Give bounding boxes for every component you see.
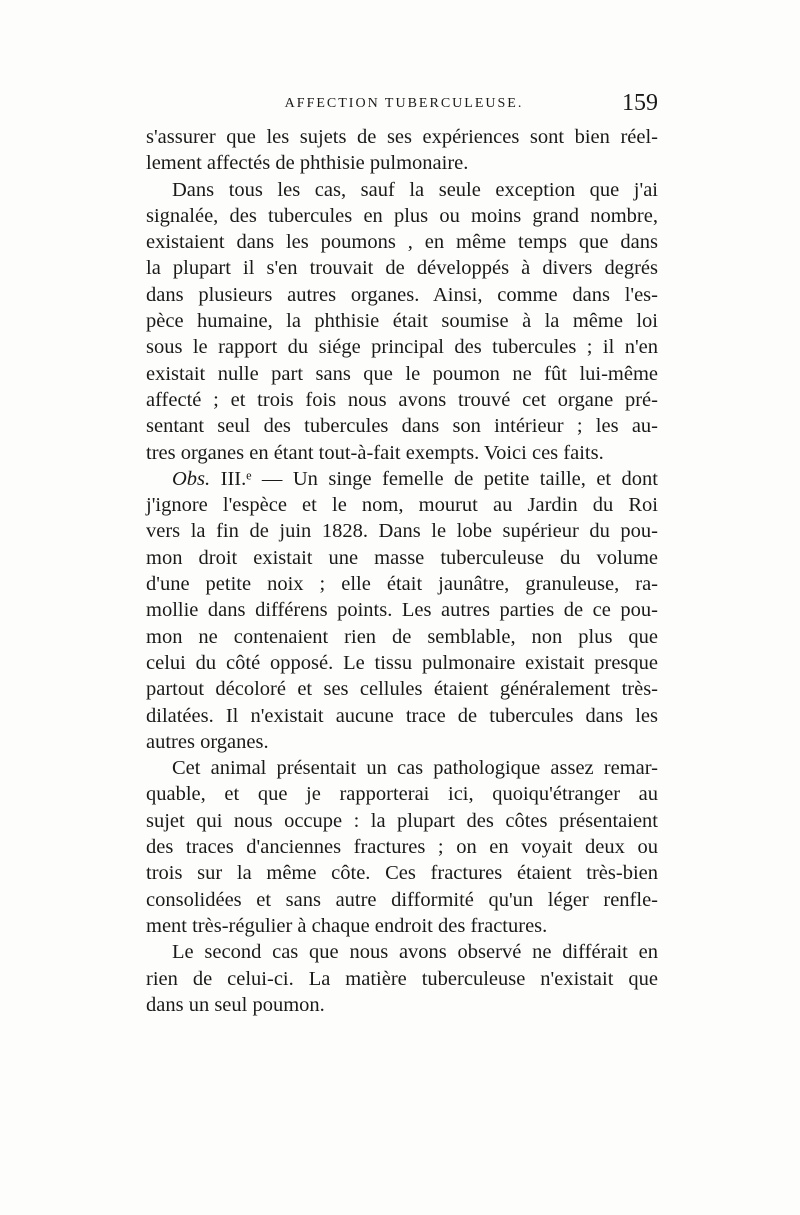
text-line: Dans tous les cas, sauf la seule exception que j'ai xyxy=(172,178,658,201)
text-line: vers la fin de juin 1828. Dans le lobe supérieur du pou- xyxy=(146,520,658,543)
text-line: consolidées et sans autre difformité qu'un léger renfle- xyxy=(146,888,658,911)
observation-text: III.ᵉ — Un singe femelle de petite taille, et dont xyxy=(220,467,659,490)
observation-label: Obs. xyxy=(172,467,211,490)
text-line: quable, et que je rapporterai ici, quoiqu'étranger au xyxy=(146,783,658,806)
text-line: s'assurer que les sujets de ses expériences sont bien réel- xyxy=(146,126,658,148)
text-line: signalée, des tubercules en plus ou moins grand nombre, xyxy=(146,204,658,227)
text-line: la plupart il s'en trouvait de développés à divers degrés xyxy=(146,257,658,280)
text-line: dans plusieurs autres organes. Ainsi, comme dans l'es- xyxy=(146,283,658,306)
running-title: AFFECTION TUBERCULEUSE. xyxy=(284,96,524,111)
text-line: Cet animal présentait un cas pathologique assez remar- xyxy=(172,757,658,780)
text-line: sujet qui nous occupe : la plupart des côtes présentaient xyxy=(146,809,658,832)
text-line: affecté ; et trois fois nous avons trouvé cet organe pré- xyxy=(146,388,658,411)
text-line: j'ignore l'espèce et le nom, mourut au Jardin du Roi xyxy=(146,494,658,517)
text-line: tres organes en étant tout-à-fait exempts. Voici ces faits. xyxy=(146,441,604,464)
text-line: mon droit existait une masse tuberculeuse du volume xyxy=(146,546,658,569)
text-line: existaient dans les poumons , en même temps que dans xyxy=(146,231,658,254)
text-line: celui du côté opposé. Le tissu pulmonaire existait presque xyxy=(146,651,658,674)
text-line: lement affectés de phthisie pulmonaire. xyxy=(146,152,469,175)
text-line: des traces d'anciennes fractures ; on en voyait deux ou xyxy=(146,836,658,859)
text-line: mon ne contenaient rien de semblable, non plus que xyxy=(146,625,658,648)
text-line: sentant seul des tubercules dans son intérieur ; les au- xyxy=(146,415,658,438)
text-line: mollie dans différens points. Les autres parties de ce pou- xyxy=(146,599,658,622)
text-line: dilatées. Il n'existait aucune trace de tubercules dans les xyxy=(146,704,658,727)
page-number: 159 xyxy=(622,90,658,116)
text-line: rien de celui-ci. La matière tuberculeuse n'existait que xyxy=(146,967,658,990)
text-line: ment très-régulier à chaque endroit des fractures. xyxy=(146,914,548,937)
text-line: autres organes. xyxy=(146,730,269,753)
running-head xyxy=(150,92,658,118)
text-line: d'une petite noix ; elle était jaunâtre, granuleuse, ra- xyxy=(146,573,658,596)
text-line: pèce humaine, la phthisie était soumise à la même loi xyxy=(146,310,658,333)
text-line xyxy=(146,466,658,492)
text-line: partout décoloré et ses cellules étaient généralement très- xyxy=(146,678,658,701)
text-line: Le second cas que nous avons observé ne différait en xyxy=(172,941,658,964)
body-text xyxy=(146,124,658,1018)
text-line: sous le rapport du siége principal des tubercules ; il n'en xyxy=(146,336,658,359)
text-line: existait nulle part sans que le poumon ne fût lui-même xyxy=(146,362,658,385)
text-line: dans un seul poumon. xyxy=(146,993,325,1016)
text-line: trois sur la même côte. Ces fractures étaient très-bien xyxy=(146,862,658,885)
